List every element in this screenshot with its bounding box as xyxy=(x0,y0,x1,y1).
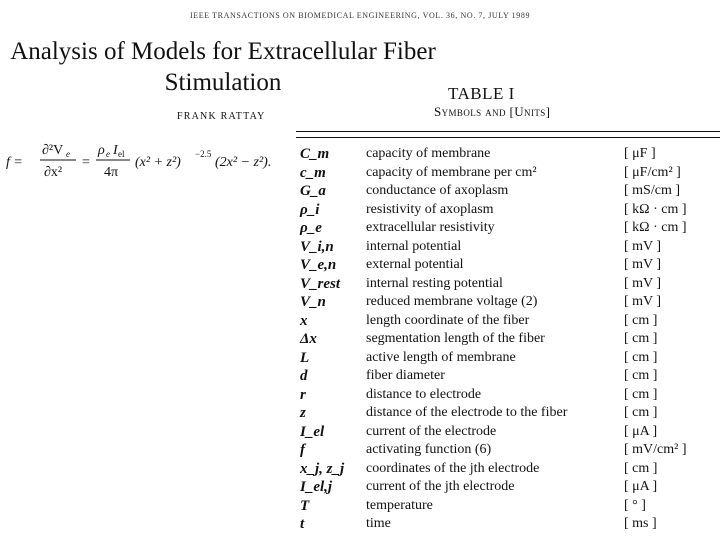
row-unit: [ cm ] xyxy=(624,405,658,420)
table-row xyxy=(296,238,720,257)
row-unit: [ mV ] xyxy=(624,294,662,309)
symbols-table xyxy=(296,145,720,534)
table-row xyxy=(296,460,720,479)
row-unit: [ cm ] xyxy=(624,386,658,402)
row-unit: [ μA ] xyxy=(624,479,658,494)
row-description: capacity of membrane xyxy=(366,146,491,161)
row-description: time xyxy=(366,516,391,531)
table-row xyxy=(296,423,720,442)
paper-title: Analysis of Models for Extracellular Fiber Stimulation xyxy=(10,38,436,96)
row-symbol: I_el,j xyxy=(300,479,333,495)
row-description: segmentation length of the fiber xyxy=(366,331,545,346)
row-symbol: L xyxy=(300,349,310,366)
row-symbol: T xyxy=(300,497,310,514)
row-symbol: I_el xyxy=(300,423,325,440)
row-symbol: c_m xyxy=(300,164,326,181)
row-symbol: V_e,n xyxy=(300,257,337,273)
author-name: FRANK RATTAY xyxy=(177,111,266,122)
eq-rho-sub: e xyxy=(106,149,110,159)
table-row xyxy=(296,293,720,312)
table-row xyxy=(296,256,720,275)
row-symbol: z xyxy=(300,405,306,421)
row-description: coordinates of the jth electrode xyxy=(366,460,540,476)
row-description: external potential xyxy=(366,257,464,272)
row-unit: [ cm ] xyxy=(624,349,658,365)
eq-paren1: (x² + z²) xyxy=(135,155,181,170)
eq-paren2: (2x² − z²). xyxy=(215,155,272,170)
row-description: reduced membrane voltage (2) xyxy=(366,294,538,309)
eq-lhs: f = xyxy=(6,155,23,170)
eq-equals: = xyxy=(82,155,90,170)
table-title: TABLE I xyxy=(448,84,515,103)
table-row xyxy=(296,145,720,164)
table-row xyxy=(296,404,720,423)
row-description: current of the jth electrode xyxy=(366,479,515,494)
row-symbol: Δx xyxy=(300,331,317,347)
row-description: fiber diameter xyxy=(366,368,445,383)
row-unit: [ kΩ · cm ] xyxy=(624,220,687,235)
row-symbol: V_rest xyxy=(300,275,341,292)
eq-current-sub: el xyxy=(118,149,125,159)
row-description: internal potential xyxy=(366,238,462,254)
row-unit: [ mS/cm ] xyxy=(624,183,680,198)
journal-header: IEEE TRANSACTIONS ON BIOMEDICAL ENGINEERING, VOL. 36, NO. 7, JULY 1989 xyxy=(190,11,531,20)
table-row xyxy=(296,219,720,238)
eq-deriv-num: ∂²V xyxy=(42,143,64,158)
table-header-rule xyxy=(296,137,720,138)
table-row xyxy=(296,349,720,368)
row-description: current of the electrode xyxy=(366,423,497,439)
row-unit: [ ° ] xyxy=(624,497,646,513)
row-description: resistivity of axoplasm xyxy=(366,201,494,217)
row-symbol: x_j, z_j xyxy=(300,460,345,477)
row-description: length coordinate of the fiber xyxy=(366,312,530,328)
row-symbol: t xyxy=(300,516,305,532)
row-unit: [ cm ] xyxy=(624,331,658,346)
table-caption: Symbols and [Units] xyxy=(434,104,551,119)
eq-deriv-den: ∂x² xyxy=(44,165,63,180)
row-description: temperature xyxy=(366,497,433,513)
row-symbol: f xyxy=(300,442,305,458)
row-symbol: V_i,n xyxy=(300,238,334,255)
row-unit: [ cm ] xyxy=(624,312,658,328)
eq-current: I xyxy=(113,143,118,158)
row-description: extracellular resistivity xyxy=(366,220,495,235)
row-unit: [ mV ] xyxy=(624,275,662,291)
row-description: internal resting potential xyxy=(366,275,503,291)
activating-function-equation xyxy=(6,138,296,184)
row-symbol: d xyxy=(300,368,308,384)
eq-rho: ρ xyxy=(98,143,105,158)
table-row xyxy=(296,386,720,405)
row-description: distance of the electrode to the fiber xyxy=(366,405,568,420)
table-row xyxy=(296,478,720,497)
row-unit: [ mV ] xyxy=(624,238,662,254)
row-unit: [ ms ] xyxy=(624,516,657,531)
row-description: active length of membrane xyxy=(366,349,516,365)
row-unit: [ μA ] xyxy=(624,423,658,439)
row-symbol: V_n xyxy=(300,294,326,310)
row-description: capacity of membrane per cm² xyxy=(366,164,537,180)
eq-rho-den: 4π xyxy=(104,165,119,180)
row-symbol: r xyxy=(300,386,306,403)
row-unit: [ μF/cm² ] xyxy=(624,164,681,180)
table-row xyxy=(296,367,720,386)
row-unit: [ cm ] xyxy=(624,460,658,476)
table-row xyxy=(296,164,720,183)
row-unit: [ mV ] xyxy=(624,257,662,272)
row-symbol: ρ_i xyxy=(300,201,320,218)
eq-exponent: −2.5 xyxy=(195,149,212,159)
table-row xyxy=(296,330,720,349)
row-symbol: x xyxy=(300,312,308,329)
row-symbol: G_a xyxy=(300,183,326,199)
row-symbol: C_m xyxy=(300,146,330,162)
row-unit: [ mV/cm² ] xyxy=(624,442,687,457)
row-unit: [ kΩ · cm ] xyxy=(624,201,687,217)
row-description: distance to electrode xyxy=(366,386,482,402)
table-row xyxy=(296,441,720,460)
row-description: conductance of axoplasm xyxy=(366,183,509,198)
table-row xyxy=(296,275,720,294)
row-unit: [ cm ] xyxy=(624,368,658,383)
table-row xyxy=(296,312,720,331)
eq-deriv-num-sub: e xyxy=(66,149,70,159)
table-row xyxy=(296,201,720,220)
table-row xyxy=(296,182,720,201)
row-symbol: ρ_e xyxy=(300,220,322,236)
row-description: activating function (6) xyxy=(366,442,492,457)
table-row xyxy=(296,497,720,516)
table-top-rule xyxy=(296,131,720,132)
row-unit: [ μF ] xyxy=(624,146,656,161)
table-row xyxy=(296,515,720,534)
